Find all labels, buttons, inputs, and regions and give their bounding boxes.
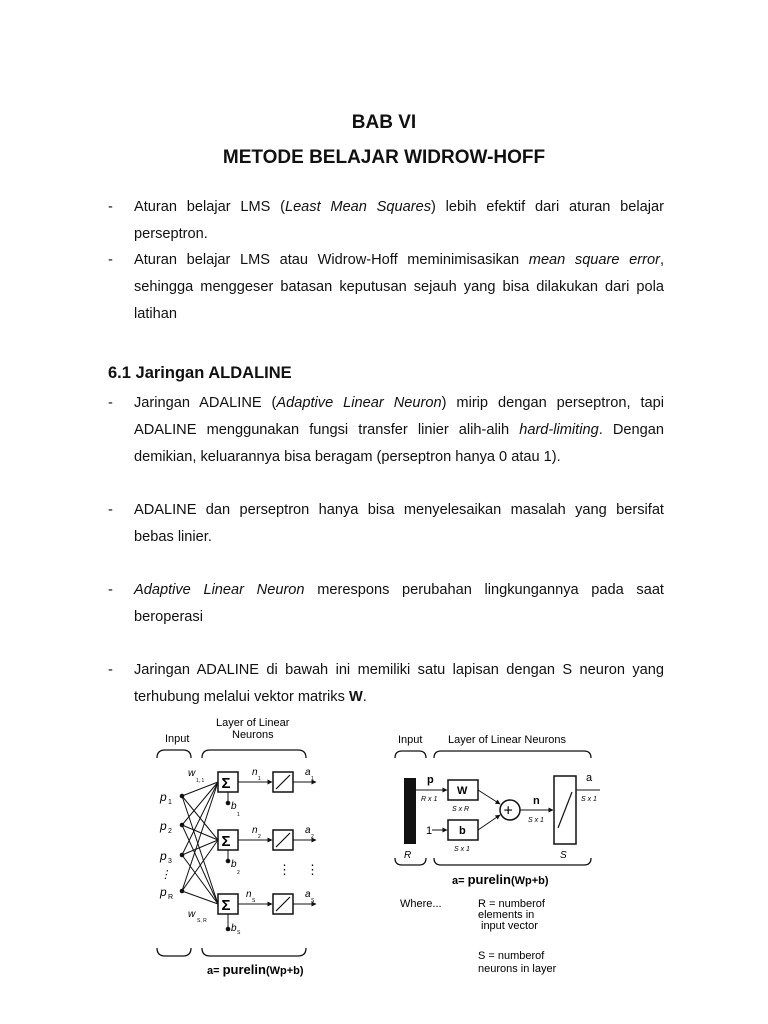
input-p2: p	[160, 819, 167, 833]
list-item	[108, 247, 664, 328]
bullet-dash: -	[108, 199, 113, 215]
bullet-text: Jaringan ADALINE di bawah ini memiliki satu lapisan dengan S neuron yang terhubung melalui vektor matriks	[134, 662, 664, 705]
list-item	[108, 497, 664, 551]
input-nodes	[180, 794, 185, 894]
net-nS-subscript: S	[252, 898, 256, 904]
output-aS: a	[305, 889, 311, 900]
output-a1-subscript: 1	[311, 776, 314, 782]
bias-node-2	[226, 859, 231, 864]
input-ellipsis: ⋮	[160, 869, 171, 881]
input-label: Input	[165, 733, 190, 745]
input-bracket-bottom	[157, 948, 191, 956]
input-p3: p	[160, 849, 167, 863]
weight-w11: w	[188, 768, 196, 779]
bullet-text: . Dengan demikian, keluarannya bisa beragam (perseptron hanya 0 atau 1).	[134, 422, 665, 465]
input-p: p	[427, 774, 434, 786]
bias-b1-subscript: 1	[237, 812, 240, 818]
net-n2-subscript: 2	[258, 834, 261, 840]
layer-label-line-1: Layer of Linear	[216, 717, 290, 729]
bullet-text: Aturan belajar LMS (	[134, 199, 285, 215]
bias-bS-subscript: S	[237, 930, 241, 936]
bullet-text: ) mirip dengan perseptron, tapi ADALINE menggunakan fungsi transfer linier alih-alih	[134, 395, 664, 438]
net-n1-subscript: 1	[258, 776, 261, 782]
bullet-dash: -	[108, 252, 113, 268]
bias-node-S	[226, 927, 231, 932]
input-bracket-top	[395, 751, 426, 758]
bullet-bold: W	[348, 689, 363, 705]
adaline-network-diagram	[148, 712, 348, 987]
layer-label: Layer of Linear Neurons	[448, 734, 567, 746]
S-definition-line: neurons in layer	[478, 963, 557, 975]
weight-connections	[182, 782, 218, 904]
input-pR-subscript: R	[168, 894, 174, 901]
bullet-text: .	[362, 689, 367, 705]
neuron-ellipsis: ⋮	[278, 862, 291, 877]
bullet-text: Jaringan ADALINE (	[134, 395, 277, 411]
S-definition-line: S = numberof	[478, 950, 545, 962]
layer-bracket-top	[434, 751, 591, 758]
net-n1: n	[252, 767, 258, 778]
section-title: 6.1 Jaringan ALDALINE	[108, 364, 292, 382]
R-definition-line: input vector	[481, 920, 538, 932]
net-n-dim: S x 1	[528, 817, 544, 824]
bullet-text: ) lebih efektif dari aturan belajar perseptron.	[134, 199, 664, 242]
output-aS-subscript: S	[311, 898, 315, 904]
bias-b2-subscript: 2	[237, 870, 240, 876]
input-dim-R: R	[404, 850, 412, 861]
bullet-text: ADALINE dan perseptron hanya bisa menyelesaikan masalah yang bersifat bebas linier.	[134, 502, 664, 545]
bias-arrow	[478, 815, 500, 830]
layer-bracket-bottom	[202, 948, 306, 956]
weight-w11-subscript: 1, 1	[196, 778, 205, 784]
layer-dim-S: S	[560, 850, 567, 861]
sum-symbol: Σ	[221, 833, 231, 850]
bullet-dash: -	[108, 582, 113, 598]
input-p2-subscript: 2	[168, 828, 172, 835]
bullet-emphasis: hard-limiting	[519, 422, 599, 438]
bias-input-one: 1	[426, 825, 433, 837]
output-ellipsis: ⋮	[306, 862, 319, 877]
list-item	[108, 577, 664, 631]
where-label: Where...	[400, 898, 442, 910]
input-p1-subscript: 1	[168, 799, 172, 806]
list-item	[108, 390, 664, 471]
R-definition-line: R = numberof	[478, 898, 545, 910]
chapter-title: METODE BELAJAR WIDROW-HOFF	[222, 147, 546, 168]
R-definition-line: elements in	[478, 909, 535, 921]
input-vector-bar	[404, 778, 416, 844]
layer-bracket-bottom	[434, 858, 591, 865]
sum-symbol: Σ	[221, 897, 231, 914]
weighted-input-arrow	[478, 790, 500, 804]
chapter-label: BAB VI	[351, 112, 417, 133]
bullet-dash: -	[108, 395, 113, 411]
input-bracket-top	[157, 750, 191, 758]
net-nS: n	[246, 889, 252, 900]
bullet-emphasis: Adaptive Linear Neuron	[276, 395, 442, 411]
bullet-dash: -	[108, 502, 113, 518]
equation: a= purelin(Wp+b)	[207, 962, 304, 977]
weight-matrix-dim: S x R	[452, 806, 470, 813]
bias-b2: b	[231, 859, 237, 870]
net-n2: n	[252, 825, 258, 836]
equation: a= purelin(Wp+b)	[452, 872, 549, 887]
weight-wSR-subscript: S, R	[197, 918, 207, 924]
output-a-dim: S x 1	[581, 796, 597, 803]
bullet-emphasis: Least Mean Squares	[284, 199, 432, 215]
input-pR: p	[160, 885, 167, 899]
bias-vector-dim: S x 1	[454, 846, 470, 853]
output-a1: a	[305, 767, 311, 778]
input-label: Input	[398, 734, 423, 746]
bullet-dash: -	[108, 662, 113, 678]
input-p1: p	[160, 790, 167, 804]
sum-symbol: Σ	[221, 775, 231, 792]
bullet-text: , sehingga menggeser batasan keputusan sejauh yang bisa dilakukan dari pola latihan	[134, 252, 664, 322]
input-p-dim: R x 1	[421, 796, 438, 803]
layer-bracket-top	[202, 750, 306, 758]
bias-b1: b	[231, 801, 237, 812]
weight-wSR: w	[188, 909, 196, 920]
input-p3-subscript: 3	[168, 858, 172, 865]
bullet-text: Aturan belajar LMS atau Widrow-Hoff meminimisasikan	[134, 252, 529, 268]
bias-node-1	[226, 801, 231, 806]
bullet-emphasis: mean square error	[528, 252, 660, 268]
output-a: a	[586, 772, 593, 784]
output-a2-subscript: 2	[311, 834, 314, 840]
bullet-emphasis: Adaptive Linear Neuron	[134, 582, 305, 598]
adaline-abbreviated-diagram	[390, 718, 618, 983]
list-item	[108, 657, 664, 711]
layer-label-line-2: Neurons	[232, 729, 274, 741]
bias-vector-b: b	[459, 825, 466, 837]
plus-symbol: +	[503, 802, 513, 820]
output-a2: a	[305, 825, 311, 836]
net-n: n	[533, 795, 540, 807]
weight-matrix-W: W	[457, 785, 468, 797]
bullet-text: merespons perubahan lingkungannya pada saat beroperasi	[134, 582, 664, 625]
bias-bS: b	[231, 923, 237, 934]
list-item	[108, 194, 664, 248]
